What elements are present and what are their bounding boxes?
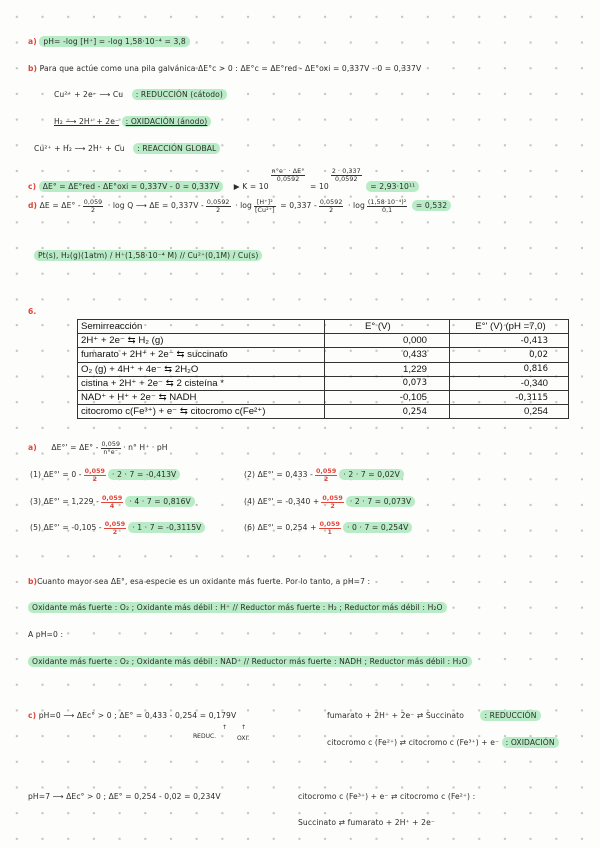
nernst-log2: · log: [347, 201, 365, 210]
redox-table: [77, 319, 569, 419]
q6a-item-5: [30, 518, 205, 538]
row-e0-prime: -0,340: [450, 376, 569, 390]
row-reaction: fumarato + 2H⁺ + 2e⁻ ⇆ succinato: [78, 348, 325, 362]
q6a-item-2: [244, 465, 404, 485]
oxi-arrow-icon: ↑: [241, 724, 247, 731]
global-equation: Cu²⁺ + H₂ ⟶ 2H⁺ + Cu: [34, 144, 125, 153]
reduction-half: [54, 89, 227, 100]
reduction-equation: Cu²⁺ + 2e⁻ ⟶ Cu: [54, 90, 124, 99]
q6a-item-1: [30, 465, 180, 485]
table-row: [78, 348, 569, 362]
q6c-eq1: [327, 710, 541, 721]
question-6-label: 6.: [28, 307, 37, 316]
oxi-label: OXI.: [237, 735, 250, 742]
table-row: [78, 405, 569, 419]
item-frac-den: 2: [92, 475, 98, 483]
q6c-eq2-tag: : OXIDACIÓN: [502, 737, 559, 748]
frac2-den: 2: [216, 206, 221, 214]
row-e0: -0,105: [325, 390, 450, 404]
row-e0: 1,229: [325, 362, 450, 376]
table-row: [78, 390, 569, 404]
row-e0: 0,433: [325, 348, 450, 362]
item-right: · 4 · 7 = 0,816V: [125, 496, 194, 507]
right-arrow-icon: ▶: [233, 182, 240, 191]
row-e0-prime: 0,254: [450, 405, 569, 419]
item-frac-num: 0,059: [322, 494, 343, 502]
k-mid: = 10: [309, 182, 329, 191]
reduc-arrow-icon: ↑: [222, 724, 228, 731]
nernst-frac-4: [319, 199, 344, 214]
header-semirreaccion: Semirreacción: [78, 320, 325, 334]
nernst-frac-1: [83, 199, 104, 214]
q6a-formula-tail: · n° H⁺ · pH: [123, 443, 168, 452]
item-frac-num: 0,059: [84, 467, 106, 475]
nernst-log: · log: [235, 201, 252, 210]
global-tag: : REACCIÓN GLOBAL: [133, 143, 220, 154]
q6c-eq2-text: citocromo c (Fe²⁺) ⇄ citocromo c (Fe³⁺) + e⁻: [327, 738, 500, 747]
q6a-frac-num: 0,059: [101, 440, 121, 448]
item-right: · 2 · 7 = -0,413V: [108, 469, 180, 480]
q6c-eq1-tag: : REDUCCIÓN: [480, 710, 540, 721]
item-frac-den: 2: [112, 528, 118, 536]
q6-part-a-label: a): [28, 443, 37, 452]
frac4-den: 2: [329, 206, 334, 214]
q6b-ph7-text: Oxidante más fuerte : O₂ ; Oxidante más débil : H⁺ // Reductor más fuerte : H₂ ; Reductor más débil : H₂O: [28, 602, 447, 613]
nernst-frac-3: [254, 199, 276, 214]
item-left: (6) ΔE°' = 0,254 +: [244, 523, 317, 532]
q6-part-a-formula: [28, 438, 168, 458]
q6c-ph7: pH=7 ⟶ ΔEc° > 0 ; ΔE° = 0,254 - 0,02 = 0,234V: [28, 792, 221, 801]
item-left: (3) ΔE°' = 1,229 -: [30, 497, 99, 506]
item-frac: [104, 521, 126, 536]
item-frac: [101, 495, 123, 510]
q6a-item-6: [244, 518, 412, 538]
item-right: · 2 · 7 = 0,073V: [346, 496, 415, 507]
item-frac-den: 2: [330, 502, 335, 510]
item-frac: [315, 468, 337, 483]
oxidation-equation: H₂ ⟶ 2H⁺ + 2e⁻: [54, 117, 120, 126]
oxidation-tag: : OXIDACIÓN (ánodo): [122, 116, 212, 127]
q6a-item-3: [30, 492, 195, 512]
item-right: · 1 · 7 = -0,3115V: [128, 522, 205, 533]
part-c-label: c): [28, 182, 37, 191]
item-frac: [84, 468, 106, 483]
item-right: · 0 · 7 = 0,254V: [343, 522, 412, 533]
q6a-item-4: [244, 492, 415, 512]
frac4-num: 0,0592: [319, 198, 343, 206]
part-b-intro: [28, 63, 421, 74]
item-frac-num: 0,059: [319, 520, 340, 528]
row-e0-prime: 0,816: [450, 362, 569, 376]
frac1-num: 0,059: [83, 198, 103, 206]
frac5-num: (1,58·10⁻⁴)²: [367, 198, 407, 206]
part-b-label: b): [28, 64, 38, 73]
frac2-num: 0,0592: [206, 198, 230, 206]
q6b-ph0-text: Oxidante más fuerte : O₂ ; Oxidante más débil : NAD⁺ // Reductor más fuerte : NADH ; Reductor más débil : H₂O: [28, 656, 472, 667]
q6b-ph0-label: A pH=0 :: [28, 630, 64, 639]
q6-part-c-ph0: [28, 710, 236, 721]
q6-part-c-label: c): [28, 711, 37, 720]
header-e0: E° (V): [325, 320, 450, 334]
row-e0-prime: 0,02: [450, 348, 569, 362]
row-reaction: 2H⁺ + 2e⁻ ⇆ H₂ (g): [78, 334, 325, 348]
global-reaction: [34, 143, 220, 154]
q6b-intro-text: Cuanto mayor sea ΔE°, esa especie es un oxidante más fuerte. Por lo tanto, a pH=7 :: [37, 577, 371, 586]
row-reaction: citocromo c(Fe³⁺) + e⁻ ⇆ citocromo c(Fe²⁺): [78, 405, 325, 419]
q6a-frac: [101, 441, 122, 456]
k-exp-num: n°e⁻ · ΔE°: [271, 168, 305, 175]
frac1-den: 2: [90, 206, 96, 214]
k-expression: K = 10: [242, 182, 269, 191]
part-a-label: a): [28, 37, 37, 46]
k-result: = 2,93·10¹¹: [366, 181, 419, 192]
row-e0-prime: -0,413: [450, 334, 569, 348]
q6c-eq2: [327, 737, 559, 748]
q6-part-b-intro: [28, 576, 370, 587]
item-left: (1) ΔE°' = 0 -: [30, 470, 82, 479]
q6-part-b-label: b): [28, 577, 38, 586]
part-a: [28, 36, 190, 47]
table-row: [78, 362, 569, 376]
nernst-frac-5: [367, 199, 408, 214]
nernst-mid: · log Q ⟶ ΔE = 0,337V -: [107, 201, 204, 210]
part-d-label: d): [28, 201, 38, 210]
table-row: [78, 376, 569, 390]
q6c-ph0-text: pH=0 ⟶ ΔEc° > 0 ; ΔE° = 0,433 - 0,254 = 0,179V: [38, 711, 237, 720]
item-frac-num: 0,059: [315, 467, 337, 475]
table-row: [78, 334, 569, 348]
reduction-tag: : REDUCCIÓN (cátodo): [132, 89, 227, 100]
row-e0: 0,073: [325, 376, 450, 390]
galvanic-condition: Para que actúe como una pila galvánica ΔE°c > 0 : ΔE°c = ΔE°red - ΔE°oxi = 0,337V - 0 = 0,337V: [39, 64, 422, 73]
row-reaction: O₂ (g) + 4H⁺ + 4e⁻ ⇆ 2H₂O: [78, 362, 325, 376]
standard-potential: ΔE° = ΔE°red - ΔE°oxi = 0,337V - 0 = 0,337V: [39, 181, 224, 192]
nernst-sub: = 0,337 -: [280, 201, 317, 210]
q6a-frac-den: n°e⁻: [103, 448, 119, 456]
item-left: (4) ΔE°' = -0,340 +: [244, 497, 320, 506]
row-reaction: cistina + 2H⁺ + 2e⁻ ⇆ 2 cisteína *: [78, 376, 325, 390]
nernst-result: = 0,532: [412, 200, 451, 211]
cell-notation-text: Pt(s), H₂(g)(1atm) / H⁺(1,58·10⁻⁴ M) // Cu²⁺(0,1M) / Cu(s): [34, 250, 262, 261]
row-e0: 0,254: [325, 405, 450, 419]
item-frac-den: 2: [323, 475, 329, 483]
item-left: (2) ΔE°' = 0,433 -: [244, 470, 313, 479]
k-exponent: [271, 168, 306, 183]
q6c-eq3: citocromo c (Fe³⁺) + e⁻ ⇄ citocromo c (Fe²⁺) :: [298, 792, 476, 801]
q6b-ph7-line: [28, 602, 447, 613]
item-frac-num: 0,059: [101, 494, 123, 502]
item-frac-den: 4: [109, 502, 115, 510]
k-exp2-den: 0,0592: [334, 176, 358, 183]
k-exp2-num: 2 · 0,337: [331, 168, 361, 175]
k-exp-den: 0,0592: [276, 176, 300, 183]
reduc-label: REDUC.: [193, 733, 217, 740]
part-d: [28, 195, 451, 217]
item-left: (5) ΔE°' = -0,105 -: [30, 523, 102, 532]
q6c-eq4: Succinato ⇄ fumarato + 2H⁺ + 2e⁻: [298, 818, 435, 827]
cell-notation: [34, 250, 262, 261]
frac3-den: [Cu²⁺]: [254, 206, 275, 214]
part-c: [28, 168, 419, 196]
k-exponent-values: [331, 168, 362, 183]
item-frac: [319, 521, 341, 536]
header-e0-prime: E°' (V) (pH =7,0): [450, 320, 569, 334]
item-frac-den: 1: [327, 528, 333, 536]
item-frac-num: 0,059: [104, 520, 126, 528]
item-right: · 2 · 7 = 0,02V: [339, 469, 404, 480]
q6b-ph0-line: [28, 656, 472, 667]
q6c-eq1-text: fumarato + 2H⁺ + 2e⁻ ⇄ Succinato: [327, 711, 464, 720]
nernst-start: ΔE = ΔE° -: [39, 201, 81, 210]
frac3-num: [H⁺]²: [254, 199, 276, 207]
row-reaction: NAD⁺ + H⁺ + 2e⁻ ⇆ NADH: [78, 390, 325, 404]
frac5-den: 0,1: [381, 206, 393, 214]
row-e0: 0,000: [325, 334, 450, 348]
q6a-formula-start: ΔE°' = ΔE° -: [51, 443, 99, 452]
nernst-frac-2: [206, 199, 231, 214]
row-e0-prime: -0,3115: [450, 390, 569, 404]
ph-calculation: pH= -log [H⁺] = -log 1,58·10⁻⁴ = 3,8: [39, 36, 190, 47]
item-frac: [321, 495, 343, 510]
table-header-row: [78, 320, 569, 334]
oxidation-half: [54, 116, 211, 127]
